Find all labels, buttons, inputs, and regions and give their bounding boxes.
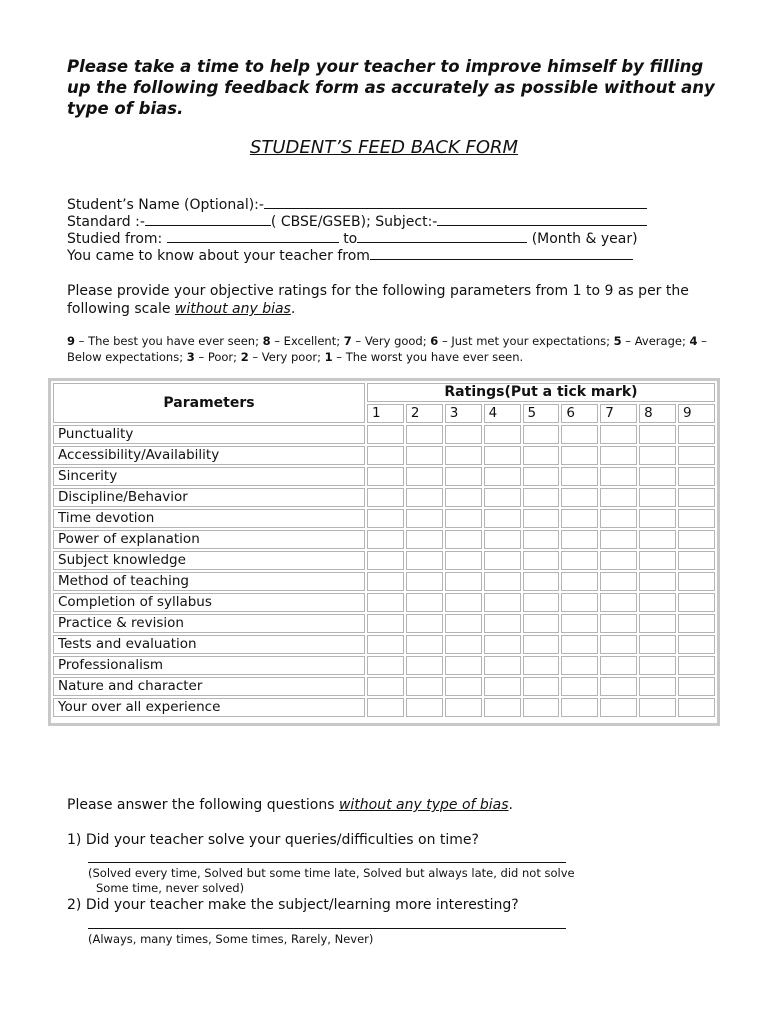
form-title: STUDENT’S FEED BACK FORM bbox=[249, 137, 519, 158]
parameter-label: Subject knowledge bbox=[53, 551, 365, 570]
parameter-label: Discipline/Behavior bbox=[53, 488, 365, 507]
rating-tick-cell[interactable] bbox=[523, 467, 560, 486]
rating-tick-cell[interactable] bbox=[678, 572, 715, 591]
rating-tick-cell[interactable] bbox=[678, 593, 715, 612]
rating-tick-cell[interactable] bbox=[639, 425, 676, 444]
rating-tick-cell[interactable] bbox=[639, 530, 676, 549]
rating-tick-cell[interactable] bbox=[678, 488, 715, 507]
rating-tick-cell[interactable] bbox=[523, 488, 560, 507]
rating-tick-cell[interactable] bbox=[367, 488, 404, 507]
rating-tick-cell[interactable] bbox=[678, 467, 715, 486]
rating-tick-cell[interactable] bbox=[484, 467, 521, 486]
rating-tick-cell[interactable] bbox=[484, 530, 521, 549]
rating-tick-cell[interactable] bbox=[484, 593, 521, 612]
studied-from-label: Studied from: bbox=[67, 231, 163, 247]
rating-tick-cell[interactable] bbox=[445, 446, 482, 465]
rating-tick-cell[interactable] bbox=[367, 614, 404, 633]
rating-tick-cell[interactable] bbox=[367, 509, 404, 528]
rating-tick-cell[interactable] bbox=[406, 551, 443, 570]
rating-number-header: 2 bbox=[406, 404, 443, 423]
table-row bbox=[53, 425, 715, 444]
rating-tick-cell[interactable] bbox=[406, 656, 443, 675]
scale-description: – Excellent; bbox=[270, 334, 344, 348]
rating-tick-cell[interactable] bbox=[406, 530, 443, 549]
scale-description: – Below expectations; bbox=[67, 334, 707, 364]
rating-tick-cell[interactable] bbox=[678, 614, 715, 633]
table-row bbox=[53, 530, 715, 549]
rating-tick-cell[interactable] bbox=[678, 509, 715, 528]
parameter-label: Sincerity bbox=[53, 467, 365, 486]
scale-description: – Very good; bbox=[351, 334, 431, 348]
rating-tick-cell[interactable] bbox=[406, 635, 443, 654]
parameter-label: Method of teaching bbox=[53, 572, 365, 591]
rating-tick-cell[interactable] bbox=[445, 656, 482, 675]
parameter-label: Time devotion bbox=[53, 509, 365, 528]
rating-tick-cell[interactable] bbox=[367, 551, 404, 570]
rating-tick-cell[interactable] bbox=[406, 572, 443, 591]
rating-tick-cell[interactable] bbox=[523, 635, 560, 654]
rating-tick-cell[interactable] bbox=[561, 656, 598, 675]
rating-tick-cell[interactable] bbox=[678, 425, 715, 444]
question-1: 1) Did your teacher solve your queries/difficulties on time? bbox=[67, 832, 479, 848]
parameter-label: Professionalism bbox=[53, 656, 365, 675]
rating-tick-cell[interactable] bbox=[445, 593, 482, 612]
rating-tick-cell[interactable] bbox=[406, 467, 443, 486]
rating-tick-cell[interactable] bbox=[445, 467, 482, 486]
rating-tick-cell[interactable] bbox=[523, 551, 560, 570]
scale-number: 3 bbox=[186, 350, 195, 364]
to-label: to bbox=[343, 231, 358, 247]
parameter-label: Nature and character bbox=[53, 677, 365, 696]
rating-tick-cell[interactable] bbox=[600, 509, 637, 528]
rating-tick-cell[interactable] bbox=[406, 446, 443, 465]
rating-tick-cell[interactable] bbox=[406, 488, 443, 507]
came-to-know-field[interactable] bbox=[370, 246, 633, 260]
rating-tick-cell[interactable] bbox=[561, 572, 598, 591]
rating-tick-cell[interactable] bbox=[445, 614, 482, 633]
rating-tick-cell[interactable] bbox=[561, 425, 598, 444]
rating-scale bbox=[67, 333, 707, 365]
rating-tick-cell[interactable] bbox=[445, 488, 482, 507]
rating-tick-cell[interactable] bbox=[639, 467, 676, 486]
rating-tick-cell[interactable] bbox=[484, 551, 521, 570]
rating-tick-cell[interactable] bbox=[484, 614, 521, 633]
rating-tick-cell[interactable] bbox=[561, 509, 598, 528]
question-2-hint-line1: (Always, many times, Some times, Rarely, Never) bbox=[88, 932, 374, 946]
rating-tick-cell[interactable] bbox=[367, 698, 404, 717]
question-1-answer-line[interactable] bbox=[88, 862, 566, 863]
rating-tick-cell[interactable] bbox=[484, 446, 521, 465]
scale-number: 4 bbox=[689, 334, 698, 348]
rating-tick-cell[interactable] bbox=[445, 635, 482, 654]
rating-tick-cell[interactable] bbox=[639, 698, 676, 717]
rating-tick-cell[interactable] bbox=[561, 530, 598, 549]
parameter-label: Your over all experience bbox=[53, 698, 365, 717]
standard-field[interactable] bbox=[145, 212, 271, 226]
came-to-know-line bbox=[67, 246, 633, 265]
question-2: 2) Did your teacher make the subject/learning more interesting? bbox=[67, 897, 519, 913]
rating-number-header: 5 bbox=[523, 404, 560, 423]
rating-tick-cell[interactable] bbox=[561, 593, 598, 612]
ratings-table-frame bbox=[48, 378, 720, 726]
rating-tick-cell[interactable] bbox=[561, 614, 598, 633]
scale-number: 2 bbox=[240, 350, 249, 364]
rating-tick-cell[interactable] bbox=[523, 572, 560, 591]
came-to-know-label: You came to know about your teacher from bbox=[67, 248, 370, 264]
scale-description: – Just met your expectations; bbox=[438, 334, 614, 348]
rating-number-header: 6 bbox=[561, 404, 598, 423]
ratings-table bbox=[51, 381, 717, 719]
table-row bbox=[53, 572, 715, 591]
rating-tick-cell[interactable] bbox=[561, 467, 598, 486]
rating-tick-cell[interactable] bbox=[639, 551, 676, 570]
parameter-label: Accessibility/Availability bbox=[53, 446, 365, 465]
parameter-label: Completion of syllabus bbox=[53, 593, 365, 612]
scale-number: 6 bbox=[430, 334, 439, 348]
rating-tick-cell[interactable] bbox=[639, 656, 676, 675]
table-row bbox=[53, 551, 715, 570]
rating-tick-cell[interactable] bbox=[484, 509, 521, 528]
table-row bbox=[53, 614, 715, 633]
rating-number-header: 9 bbox=[678, 404, 715, 423]
rating-tick-cell[interactable] bbox=[678, 698, 715, 717]
scale-number: 1 bbox=[324, 350, 333, 364]
rating-tick-cell[interactable] bbox=[406, 677, 443, 696]
table-row bbox=[53, 446, 715, 465]
rating-tick-cell[interactable] bbox=[523, 656, 560, 675]
rating-tick-cell[interactable] bbox=[561, 677, 598, 696]
rating-tick-cell[interactable] bbox=[600, 551, 637, 570]
rating-tick-cell[interactable] bbox=[367, 677, 404, 696]
rating-tick-cell[interactable] bbox=[406, 509, 443, 528]
question-1-hint-line2: Some time, never solved) bbox=[96, 881, 245, 895]
scale-description: – The best you have ever seen; bbox=[75, 334, 263, 348]
table-row bbox=[53, 698, 715, 717]
rating-tick-cell[interactable] bbox=[406, 593, 443, 612]
rating-tick-cell[interactable] bbox=[523, 614, 560, 633]
table-row bbox=[53, 635, 715, 654]
rating-tick-cell[interactable] bbox=[600, 635, 637, 654]
rating-tick-cell[interactable] bbox=[600, 467, 637, 486]
rating-tick-cell[interactable] bbox=[678, 530, 715, 549]
rating-tick-cell[interactable] bbox=[445, 677, 482, 696]
parameter-label: Punctuality bbox=[53, 425, 365, 444]
rating-tick-cell[interactable] bbox=[678, 551, 715, 570]
rating-tick-cell[interactable] bbox=[600, 572, 637, 591]
rating-tick-cell[interactable] bbox=[367, 467, 404, 486]
rating-tick-cell[interactable] bbox=[600, 425, 637, 444]
rating-tick-cell[interactable] bbox=[484, 572, 521, 591]
rating-tick-cell[interactable] bbox=[600, 446, 637, 465]
parameter-label: Tests and evaluation bbox=[53, 635, 365, 654]
rating-tick-cell[interactable] bbox=[678, 677, 715, 696]
rating-tick-cell[interactable] bbox=[523, 425, 560, 444]
rating-tick-cell[interactable] bbox=[484, 677, 521, 696]
rating-tick-cell[interactable] bbox=[523, 530, 560, 549]
rating-tick-cell[interactable] bbox=[406, 614, 443, 633]
rating-tick-cell[interactable] bbox=[406, 425, 443, 444]
rating-tick-cell[interactable] bbox=[484, 698, 521, 717]
rating-tick-cell[interactable] bbox=[678, 635, 715, 654]
student-name-label: Student’s Name (Optional):- bbox=[67, 197, 264, 213]
rating-tick-cell[interactable] bbox=[484, 488, 521, 507]
rating-tick-cell[interactable] bbox=[445, 530, 482, 549]
intro-text: Please take a time to help your teacher to improve himself by filling up the following feedback form as accurately as possible without any type of bias. bbox=[67, 57, 715, 118]
rating-tick-cell[interactable] bbox=[367, 425, 404, 444]
studied-to-field[interactable] bbox=[357, 229, 527, 243]
table-row bbox=[53, 593, 715, 612]
rating-number-header: 7 bbox=[600, 404, 637, 423]
rating-tick-cell[interactable] bbox=[406, 698, 443, 717]
rating-tick-cell[interactable] bbox=[445, 698, 482, 717]
rating-number-header: 8 bbox=[639, 404, 676, 423]
rating-tick-cell[interactable] bbox=[367, 635, 404, 654]
rating-tick-cell[interactable] bbox=[367, 593, 404, 612]
scale-description: – The worst you have ever seen. bbox=[332, 350, 524, 364]
rating-tick-cell[interactable] bbox=[600, 530, 637, 549]
rating-tick-cell[interactable] bbox=[600, 656, 637, 675]
scale-number: 9 bbox=[67, 334, 76, 348]
rating-tick-cell[interactable] bbox=[639, 509, 676, 528]
rating-tick-cell[interactable] bbox=[639, 488, 676, 507]
rating-tick-cell[interactable] bbox=[600, 488, 637, 507]
rating-tick-cell[interactable] bbox=[445, 572, 482, 591]
rating-tick-cell[interactable] bbox=[523, 446, 560, 465]
rating-tick-cell[interactable] bbox=[639, 446, 676, 465]
rating-tick-cell[interactable] bbox=[561, 488, 598, 507]
scale-number: 8 bbox=[262, 334, 271, 348]
rating-tick-cell[interactable] bbox=[484, 635, 521, 654]
rating-tick-cell[interactable] bbox=[445, 509, 482, 528]
rating-tick-cell[interactable] bbox=[523, 698, 560, 717]
parameter-label: Practice & revision bbox=[53, 614, 365, 633]
rating-tick-cell[interactable] bbox=[561, 635, 598, 654]
rating-tick-cell[interactable] bbox=[367, 656, 404, 675]
standard-label: Standard :- bbox=[67, 214, 145, 230]
rating-tick-cell[interactable] bbox=[639, 614, 676, 633]
table-row bbox=[53, 467, 715, 486]
table-row bbox=[53, 488, 715, 507]
subject-field[interactable] bbox=[437, 212, 647, 226]
rating-tick-cell[interactable] bbox=[678, 656, 715, 675]
student-name-field[interactable] bbox=[264, 195, 647, 209]
rating-tick-cell[interactable] bbox=[367, 572, 404, 591]
rating-tick-cell[interactable] bbox=[600, 614, 637, 633]
rating-number-header: 3 bbox=[445, 404, 482, 423]
table-header-row bbox=[53, 383, 715, 402]
rating-tick-cell[interactable] bbox=[561, 446, 598, 465]
question-2-answer-line[interactable] bbox=[88, 928, 566, 929]
questions-intro: Please answer the following questions without any type of bias. bbox=[67, 797, 513, 813]
parameters-header: Parameters bbox=[53, 383, 365, 423]
rating-tick-cell[interactable] bbox=[367, 446, 404, 465]
rating-tick-cell[interactable] bbox=[367, 530, 404, 549]
rating-tick-cell[interactable] bbox=[445, 425, 482, 444]
month-year-label: (Month & year) bbox=[531, 231, 638, 247]
rating-number-header: 4 bbox=[484, 404, 521, 423]
rating-tick-cell[interactable] bbox=[523, 509, 560, 528]
board-subject-label: ( CBSE/GSEB); Subject:- bbox=[270, 214, 438, 230]
rating-tick-cell[interactable] bbox=[639, 572, 676, 591]
scale-description: – Very poor; bbox=[248, 350, 325, 364]
rating-tick-cell[interactable] bbox=[484, 656, 521, 675]
rating-tick-cell[interactable] bbox=[445, 551, 482, 570]
rating-tick-cell[interactable] bbox=[639, 677, 676, 696]
rating-tick-cell[interactable] bbox=[561, 698, 598, 717]
scale-description: – Poor; bbox=[194, 350, 241, 364]
ratings-header: Ratings(Put a tick mark) bbox=[367, 383, 715, 402]
table-row bbox=[53, 656, 715, 675]
rating-tick-cell[interactable] bbox=[600, 698, 637, 717]
scale-number: 7 bbox=[343, 334, 352, 348]
parameter-rows bbox=[53, 425, 715, 717]
parameter-label: Power of explanation bbox=[53, 530, 365, 549]
rating-tick-cell[interactable] bbox=[600, 677, 637, 696]
studied-from-field[interactable] bbox=[167, 229, 339, 243]
scale-number: 5 bbox=[613, 334, 622, 348]
question-1-hint-line1: (Solved every time, Solved but some time late, Solved but always late, did not solve bbox=[88, 866, 575, 880]
rating-tick-cell[interactable] bbox=[484, 425, 521, 444]
rating-tick-cell[interactable] bbox=[639, 635, 676, 654]
rating-tick-cell[interactable] bbox=[561, 551, 598, 570]
rating-tick-cell[interactable] bbox=[678, 446, 715, 465]
rating-tick-cell[interactable] bbox=[523, 677, 560, 696]
table-row bbox=[53, 509, 715, 528]
rating-number-header: 1 bbox=[367, 404, 404, 423]
rating-tick-cell[interactable] bbox=[523, 593, 560, 612]
table-row bbox=[53, 677, 715, 696]
rating-tick-cell[interactable] bbox=[600, 593, 637, 612]
rating-instructions: Please provide your objective ratings for the following parameters from 1 to 9 as per the following scale without any bias. bbox=[67, 283, 689, 317]
rating-tick-cell[interactable] bbox=[639, 593, 676, 612]
scale-description: – Average; bbox=[621, 334, 690, 348]
